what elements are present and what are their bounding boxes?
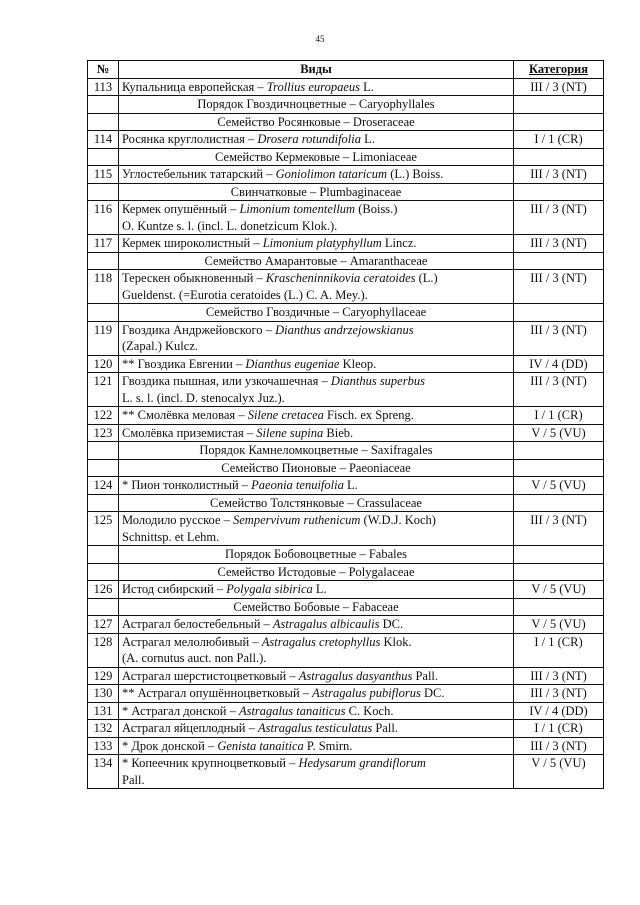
empty-cell bbox=[88, 494, 119, 512]
taxon-group-label: Порядок Бобовоцветные – Fabales bbox=[119, 546, 514, 564]
rarity-marker: * bbox=[122, 703, 132, 718]
species-author-continued: Gueldenst. (=Eurotia ceratoides (L.) C. A. Mey.). bbox=[122, 287, 368, 302]
species-author: Klok. bbox=[380, 634, 412, 649]
category-cell: I / 1 (CR) bbox=[514, 720, 604, 738]
empty-cell bbox=[88, 563, 119, 581]
species-latin-name: Dianthus superbus bbox=[330, 374, 425, 388]
rarity-marker: * bbox=[122, 478, 132, 492]
species-number: 126 bbox=[88, 581, 119, 599]
species-number: 132 bbox=[88, 720, 119, 738]
species-row bbox=[88, 685, 604, 703]
species-russian-name: Молодило русское bbox=[122, 513, 221, 527]
species-author: DC. bbox=[379, 617, 404, 631]
name-separator: – bbox=[226, 703, 239, 718]
species-cell bbox=[119, 755, 514, 789]
empty-cell bbox=[88, 546, 119, 564]
species-cell bbox=[119, 270, 514, 304]
rarity-marker: * bbox=[122, 738, 132, 753]
species-latin-name: Silene cretacea bbox=[247, 408, 324, 422]
category-cell: III / 3 (NT) bbox=[514, 270, 604, 304]
name-separator: – bbox=[253, 271, 266, 285]
species-latin-name: Krascheninnikovia ceratoides bbox=[265, 271, 416, 285]
species-author-continued: Pall. bbox=[122, 772, 145, 787]
category-cell: IV / 4 (DD) bbox=[514, 355, 604, 373]
species-russian-name: Кермек опушённый bbox=[122, 202, 227, 216]
species-cell bbox=[119, 512, 514, 546]
name-separator: – bbox=[299, 686, 313, 700]
species-russian-name: Дрок донской bbox=[131, 738, 205, 753]
species-russian-name: Астрагал мелолюбивый bbox=[122, 634, 250, 649]
species-author-continued: (A. cornutus auct. non Pall.). bbox=[122, 651, 267, 665]
empty-cell bbox=[514, 494, 604, 512]
species-number: 113 bbox=[88, 78, 119, 96]
species-russian-name: Астрагал белостебельный bbox=[122, 617, 261, 631]
species-row bbox=[88, 720, 604, 738]
species-russian-name: Росянка круглолистная bbox=[122, 132, 245, 146]
name-separator: – bbox=[245, 721, 258, 735]
name-separator: – bbox=[235, 408, 248, 422]
species-latin-name: Silene supina bbox=[256, 425, 324, 440]
species-author: C. Koch. bbox=[345, 703, 394, 718]
species-cell bbox=[119, 131, 514, 149]
table-header-row bbox=[88, 61, 604, 79]
species-latin-name: Dianthus andrzejowskianus bbox=[275, 322, 414, 337]
name-separator: – bbox=[244, 132, 258, 146]
species-author-continued: (Zapal.) Kulcz. bbox=[122, 339, 199, 353]
species-row bbox=[88, 131, 604, 149]
species-cell bbox=[119, 477, 514, 495]
species-cell bbox=[119, 166, 514, 184]
species-number: 125 bbox=[88, 512, 119, 546]
name-separator: – bbox=[204, 738, 218, 753]
species-number: 120 bbox=[88, 355, 119, 373]
species-author: (Boiss.) bbox=[355, 202, 398, 216]
species-author: Bieb. bbox=[323, 425, 354, 440]
header-category bbox=[514, 61, 604, 79]
species-cell bbox=[119, 373, 514, 407]
species-author-continued: L. s. l. (incl. D. stenocalyx Juz.). bbox=[122, 390, 285, 405]
page-number: 45 bbox=[315, 34, 325, 44]
species-author: L. bbox=[312, 582, 327, 596]
name-separator: – bbox=[213, 582, 227, 596]
species-cell bbox=[119, 424, 514, 442]
species-row bbox=[88, 512, 604, 546]
species-russian-name: Гвоздика Евгении bbox=[137, 356, 233, 371]
species-row bbox=[88, 355, 604, 373]
taxon-group-label: Семейство Толстянковые – Crassulaceae bbox=[119, 494, 514, 512]
species-author: DC. bbox=[420, 686, 445, 700]
species-cell bbox=[119, 720, 514, 738]
taxon-group-row bbox=[88, 494, 604, 512]
species-latin-name: Paeonia tenuifolia bbox=[251, 478, 344, 492]
empty-cell bbox=[88, 459, 119, 477]
empty-cell bbox=[514, 252, 604, 270]
taxon-group-label: Семейство Амарантовые – Amaranthaceae bbox=[119, 252, 514, 270]
taxon-group-label: Семейство Пионовые – Paeoniaceae bbox=[119, 459, 514, 477]
empty-cell bbox=[88, 252, 119, 270]
taxon-group-row bbox=[88, 96, 604, 114]
species-number: 116 bbox=[88, 201, 119, 235]
empty-cell bbox=[88, 148, 119, 166]
species-author: (W.D.J. Koch) bbox=[360, 513, 436, 527]
name-separator: – bbox=[232, 356, 246, 371]
empty-cell bbox=[514, 304, 604, 322]
name-separator: – bbox=[318, 374, 331, 388]
name-separator: – bbox=[249, 634, 262, 649]
empty-cell bbox=[514, 442, 604, 460]
category-cell: V / 5 (VU) bbox=[514, 581, 604, 599]
species-cell bbox=[119, 737, 514, 755]
category-cell: III / 3 (NT) bbox=[514, 512, 604, 546]
species-cell bbox=[119, 355, 514, 373]
name-separator: – bbox=[285, 756, 299, 770]
taxon-group-row bbox=[88, 546, 604, 564]
species-row bbox=[88, 235, 604, 253]
species-latin-name: Goniolimon tataricum bbox=[275, 167, 388, 181]
species-cell bbox=[119, 407, 514, 425]
species-row bbox=[88, 616, 604, 634]
species-row bbox=[88, 166, 604, 184]
species-latin-name: Dianthus eugeniae bbox=[245, 356, 340, 371]
species-row bbox=[88, 633, 604, 667]
taxon-group-label: Порядок Камнеломкоцветные – Saxifragales bbox=[119, 442, 514, 460]
empty-cell bbox=[514, 183, 604, 201]
species-latin-name: Astragalus albicaulis bbox=[272, 617, 380, 631]
species-number: 121 bbox=[88, 373, 119, 407]
species-russian-name: Терескен обыкновенный bbox=[122, 271, 254, 285]
species-russian-name: Астрагал донской bbox=[131, 703, 227, 718]
taxon-group-label: Семейство Истодовые – Polygalaceae bbox=[119, 563, 514, 581]
empty-cell bbox=[88, 442, 119, 460]
species-row bbox=[88, 755, 604, 789]
species-latin-name: Astragalus testiculatus bbox=[257, 721, 373, 735]
species-latin-name: Astragalus dasyanthus bbox=[298, 668, 413, 683]
species-russian-name: Астрагал шерстистоцветковый bbox=[122, 668, 287, 683]
species-latin-name: Astragalus pubiflorus bbox=[312, 686, 421, 700]
species-latin-name: Astragalus cretophyllus bbox=[261, 634, 381, 649]
species-russian-name: Гвоздика пышная, или узкочашечная bbox=[122, 374, 319, 388]
species-russian-name: Астрагал яйцеплодный bbox=[122, 721, 246, 735]
empty-cell bbox=[514, 563, 604, 581]
species-russian-name: Углостебельник татарский bbox=[122, 167, 264, 181]
taxon-group-label: Семейство Росянковые – Droseraceae bbox=[119, 113, 514, 131]
species-number: 128 bbox=[88, 633, 119, 667]
category-cell: III / 3 (NT) bbox=[514, 321, 604, 355]
category-cell: III / 3 (NT) bbox=[514, 235, 604, 253]
empty-cell bbox=[88, 304, 119, 322]
empty-cell bbox=[514, 113, 604, 131]
species-latin-name: Sempervivum ruthenicum bbox=[233, 513, 361, 527]
species-author: (L.) bbox=[415, 271, 438, 285]
species-author: L. bbox=[361, 132, 375, 146]
table-body bbox=[88, 78, 604, 789]
species-cell bbox=[119, 235, 514, 253]
species-number: 133 bbox=[88, 737, 119, 755]
taxon-group-label: Семейство Бобовые – Fabaceae bbox=[119, 598, 514, 616]
species-number: 118 bbox=[88, 270, 119, 304]
species-author: Kleop. bbox=[339, 356, 377, 371]
species-number: 114 bbox=[88, 131, 119, 149]
name-separator: – bbox=[250, 236, 263, 250]
species-author-continued: Schnittsp. et Lehm. bbox=[122, 529, 220, 544]
species-russian-name: Пион тонколистный bbox=[131, 478, 239, 492]
empty-cell bbox=[88, 96, 119, 114]
category-cell: III / 3 (NT) bbox=[514, 685, 604, 703]
category-cell: I / 1 (CR) bbox=[514, 131, 604, 149]
species-number: 129 bbox=[88, 667, 119, 685]
empty-cell bbox=[514, 459, 604, 477]
species-number: 127 bbox=[88, 616, 119, 634]
rarity-marker: * bbox=[122, 756, 132, 770]
name-separator: – bbox=[254, 79, 267, 94]
species-latin-name: Drosera rotundifolia bbox=[257, 132, 362, 146]
species-row bbox=[88, 702, 604, 720]
header-species: Виды bbox=[119, 61, 514, 79]
species-cell bbox=[119, 667, 514, 685]
empty-cell bbox=[88, 113, 119, 131]
species-author: (L.) Boiss. bbox=[387, 167, 444, 181]
species-cell bbox=[119, 321, 514, 355]
species-author: L. bbox=[343, 478, 358, 492]
category-cell: I / 1 (CR) bbox=[514, 407, 604, 425]
category-cell: V / 5 (VU) bbox=[514, 424, 604, 442]
species-number: 123 bbox=[88, 424, 119, 442]
category-cell: V / 5 (VU) bbox=[514, 477, 604, 495]
species-author: Pall. bbox=[372, 721, 398, 735]
species-number: 124 bbox=[88, 477, 119, 495]
category-cell: III / 3 (NT) bbox=[514, 737, 604, 755]
species-cell bbox=[119, 616, 514, 634]
taxon-group-row bbox=[88, 598, 604, 616]
species-russian-name: Астрагал опушённоцветковый bbox=[137, 686, 300, 700]
species-russian-name: Копеечник крупноцветковый bbox=[131, 756, 286, 770]
species-cell bbox=[119, 702, 514, 720]
species-author: P. Smirn. bbox=[303, 738, 353, 753]
species-number: 119 bbox=[88, 321, 119, 355]
species-russian-name: Купальница европейская bbox=[122, 79, 255, 94]
name-separator: – bbox=[220, 513, 233, 527]
species-row bbox=[88, 321, 604, 355]
taxon-group-row bbox=[88, 183, 604, 201]
taxon-group-row bbox=[88, 563, 604, 581]
taxon-group-label: Свинчатковые – Plumbaginaceae bbox=[119, 183, 514, 201]
category-cell: III / 3 (NT) bbox=[514, 373, 604, 407]
empty-cell bbox=[514, 148, 604, 166]
species-table bbox=[87, 60, 604, 789]
species-russian-name: Гвоздика Андржейовского bbox=[122, 322, 263, 337]
species-cell bbox=[119, 581, 514, 599]
taxon-group-row bbox=[88, 113, 604, 131]
species-cell bbox=[119, 685, 514, 703]
empty-cell bbox=[514, 546, 604, 564]
species-row bbox=[88, 667, 604, 685]
species-row bbox=[88, 270, 604, 304]
species-latin-name: Genista tanaitica bbox=[217, 738, 304, 753]
species-number: 130 bbox=[88, 685, 119, 703]
species-number: 134 bbox=[88, 755, 119, 789]
species-row bbox=[88, 78, 604, 96]
species-author: Lincz. bbox=[381, 236, 417, 250]
category-cell: V / 5 (VU) bbox=[514, 755, 604, 789]
taxon-group-label: Семейство Кермековые – Limoniaceae bbox=[119, 148, 514, 166]
empty-cell bbox=[88, 598, 119, 616]
species-author: L. bbox=[359, 79, 374, 94]
species-row bbox=[88, 477, 604, 495]
rarity-marker: ** bbox=[122, 356, 138, 371]
species-cell bbox=[119, 633, 514, 667]
empty-cell bbox=[514, 598, 604, 616]
name-separator: – bbox=[243, 425, 257, 440]
taxon-group-label: Порядок Гвоздичноцветные – Caryophyllales bbox=[119, 96, 514, 114]
species-author-continued: O. Kuntze s. l. (incl. L. donetzicum Klok.). bbox=[122, 218, 338, 233]
species-number: 115 bbox=[88, 166, 119, 184]
empty-cell bbox=[514, 96, 604, 114]
header-number: № bbox=[88, 61, 119, 79]
species-russian-name: Смолёвка приземистая bbox=[122, 425, 244, 440]
name-separator: – bbox=[262, 322, 276, 337]
category-cell: III / 3 (NT) bbox=[514, 667, 604, 685]
category-cell: V / 5 (VU) bbox=[514, 616, 604, 634]
species-number: 117 bbox=[88, 235, 119, 253]
taxon-group-row bbox=[88, 252, 604, 270]
name-separator: – bbox=[226, 202, 240, 216]
species-russian-name: Истод сибирский bbox=[122, 582, 214, 596]
species-latin-name: Limonium platyphyllum bbox=[262, 236, 382, 250]
species-latin-name: Limonium tomentellum bbox=[239, 202, 356, 216]
category-cell: IV / 4 (DD) bbox=[514, 702, 604, 720]
category-cell: I / 1 (CR) bbox=[514, 633, 604, 667]
species-latin-name: Polygala sibirica bbox=[226, 582, 313, 596]
species-russian-name: Смолёвка меловая bbox=[137, 408, 236, 422]
rarity-marker: ** bbox=[122, 408, 138, 422]
species-latin-name: Hedysarum grandiflorum bbox=[298, 756, 426, 770]
name-separator: – bbox=[263, 167, 276, 181]
species-russian-name: Кермек широколистный bbox=[122, 236, 251, 250]
species-number: 122 bbox=[88, 407, 119, 425]
category-cell: III / 3 (NT) bbox=[514, 78, 604, 96]
species-author: Pall. bbox=[412, 668, 439, 683]
species-cell bbox=[119, 78, 514, 96]
taxon-group-row bbox=[88, 442, 604, 460]
category-cell: III / 3 (NT) bbox=[514, 166, 604, 184]
species-row bbox=[88, 407, 604, 425]
header-category-label: Категория bbox=[528, 62, 589, 76]
species-row bbox=[88, 424, 604, 442]
name-separator: – bbox=[238, 478, 252, 492]
taxon-group-row bbox=[88, 459, 604, 477]
taxon-group-row bbox=[88, 304, 604, 322]
species-latin-name: Astragalus tanaiticus bbox=[238, 703, 346, 718]
taxon-group-label: Семейство Гвоздичные – Caryophyllaceae bbox=[119, 304, 514, 322]
rarity-marker: ** bbox=[122, 686, 138, 700]
species-author: Fisch. ex Spreng. bbox=[323, 408, 414, 422]
species-row bbox=[88, 201, 604, 235]
species-row bbox=[88, 373, 604, 407]
species-latin-name: Trollius europaeus bbox=[266, 79, 360, 94]
taxon-group-row bbox=[88, 148, 604, 166]
species-row bbox=[88, 737, 604, 755]
species-number: 131 bbox=[88, 702, 119, 720]
empty-cell bbox=[88, 183, 119, 201]
species-row bbox=[88, 581, 604, 599]
name-separator: – bbox=[260, 617, 273, 631]
name-separator: – bbox=[286, 668, 299, 683]
category-cell: III / 3 (NT) bbox=[514, 201, 604, 235]
species-cell bbox=[119, 201, 514, 235]
